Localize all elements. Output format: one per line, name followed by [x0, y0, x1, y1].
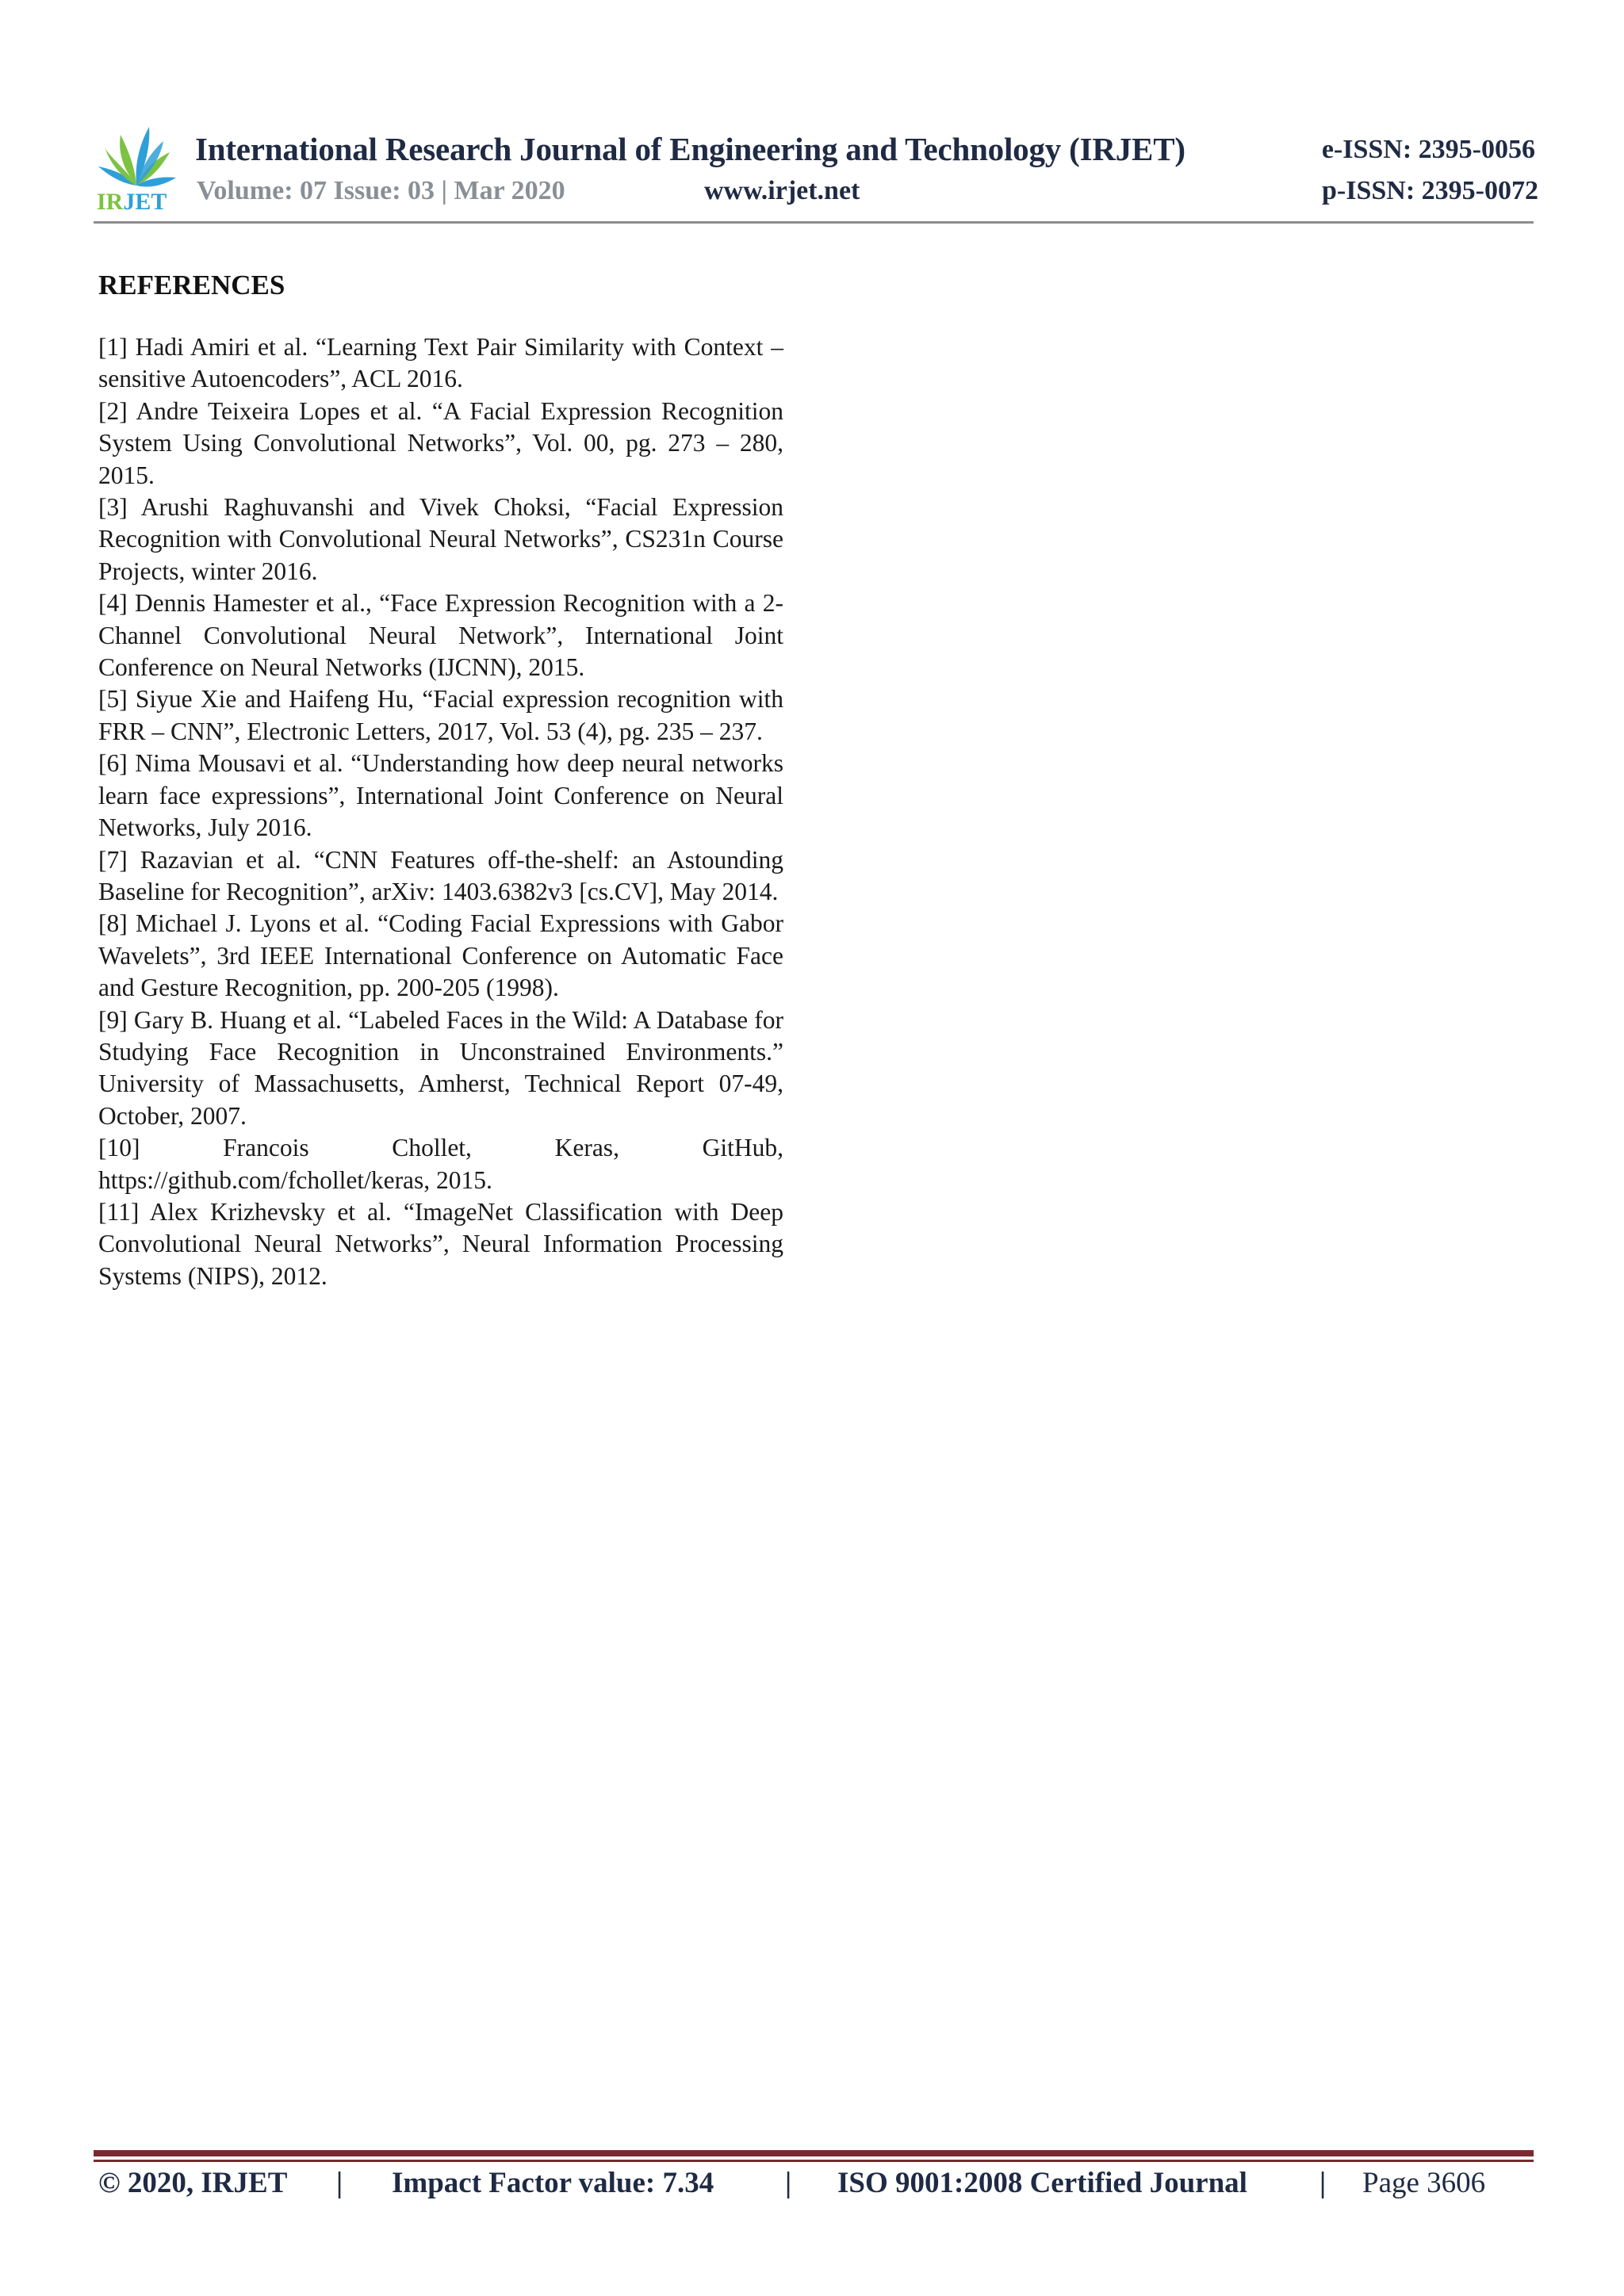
reference-item: [3] Arushi Raghuvanshi and Vivek Choksi, “Facial Expression Recognition with Convolutional Neural Networks”, CS231n Course Projects, winter 2016.: [98, 493, 783, 585]
footer-divider-thick: [94, 2150, 1534, 2156]
reference-item: [4] Dennis Hamester et al., “Face Expression Recognition with a 2-Channel Convolutional Neural Network”, International Joint Conference on Neural Networks (IJCNN), 2015.: [98, 589, 783, 682]
e-issn: e-ISSN: 2395-0056: [1321, 135, 1535, 164]
footer-separator: |: [336, 2167, 343, 2199]
references-heading: REFERENCES: [98, 270, 285, 300]
impact-factor: Impact Factor value: 7.34: [392, 2167, 714, 2199]
reference-item: [5] Siyue Xie and Haifeng Hu, “Facial expression recognition with FRR – CNN”, Electronic Letters, 2017, Vol. 53 (4), pg. 235 – 237.: [98, 685, 783, 745]
journal-title: International Research Journal of Engineering and Technology (IRJET): [195, 131, 1185, 167]
footer-divider-thin: [94, 2160, 1534, 2162]
irjet-logo: [94, 116, 179, 214]
header-divider: [94, 221, 1534, 224]
copyright: © 2020, IRJET: [98, 2167, 288, 2199]
reference-item: [7] Razavian et al. “CNN Features off-the-shelf: an Astounding Baseline for Recognition”, arXiv: 1403.6382v3 [cs.CV], May 2014.: [98, 845, 783, 905]
logo-text: IRJET: [97, 189, 167, 214]
reference-item: [9] Gary B. Huang et al. “Labeled Faces in the Wild: A Database for Studying Face Recognition in Unconstrained Environments.” University of Massachusetts, Amherst, Technical Report 07-49, October, 2007.: [98, 1005, 783, 1130]
references-section: [98, 270, 783, 1292]
journal-footer: [98, 2166, 1510, 2206]
reference-item: [10] Francois Chollet, Keras, GitHub, https://github.com/fchollet/keras, 2015.: [98, 1134, 783, 1194]
reference-item: [2] Andre Teixeira Lopes et al. “A Facial Expression Recognition System Using Convolutional Networks”, Vol. 00, pg. 273 – 280, 2015.: [98, 396, 783, 489]
irjet-logo-icon: [94, 116, 179, 214]
page-number: Page 3606: [1362, 2167, 1486, 2199]
reference-item: [11] Alex Krizhevsky et al. “ImageNet Classification with Deep Convolutional Neural Networks”, Neural Information Processing Systems (NIPS), 2012.: [98, 1197, 783, 1290]
journal-header: [94, 111, 1538, 224]
p-issn: p-ISSN: 2395-0072: [1322, 176, 1538, 205]
volume-issue: Volume: 07 Issue: 03 | Mar 2020: [197, 176, 565, 205]
footer-separator: |: [1320, 2167, 1327, 2199]
reference-item: [1] Hadi Amiri et al. “Learning Text Pair Similarity with Context – sensitive Autoencoders”, ACL 2016.: [98, 333, 783, 393]
footer-separator: |: [785, 2167, 792, 2199]
iso-certification: ISO 9001:2008 Certified Journal: [837, 2167, 1247, 2199]
journal-website[interactable]: www.irjet.net: [704, 176, 860, 205]
reference-item: [8] Michael J. Lyons et al. “Coding Facial Expressions with Gabor Wavelets”, 3rd IEEE International Conference on Automatic Face and Gesture Recognition, pp. 200-205 (1998).: [98, 909, 783, 1002]
reference-item: [6] Nima Mousavi et al. “Understanding how deep neural networks learn face expressions”, International Joint Conference on Neural Networks, July 2016.: [98, 749, 783, 842]
reference-list: [98, 331, 783, 1292]
